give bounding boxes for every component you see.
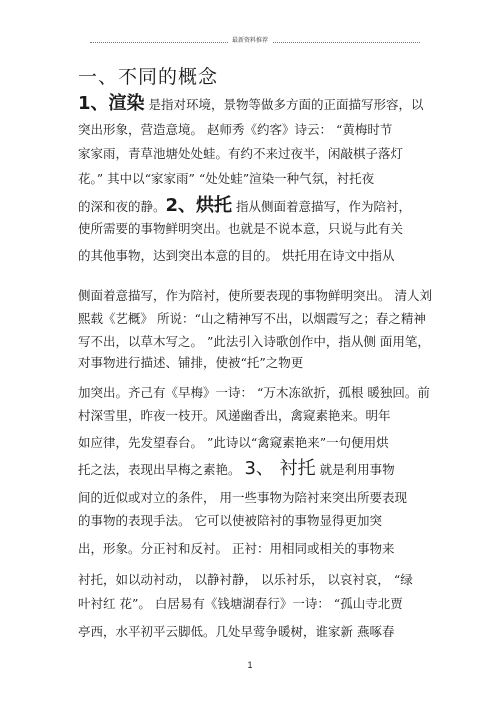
term-heading: 3、 衬托 bbox=[244, 458, 316, 479]
text-line bbox=[78, 435, 389, 451]
section-heading: 一、不同的概念 bbox=[78, 66, 219, 88]
text-run: 的深和夜的静。 bbox=[78, 199, 166, 214]
text-line bbox=[78, 624, 394, 640]
text-run: 花。” 其中以“家家雨” “处处蛙”渲染一种气氛，衬托夜 bbox=[78, 171, 375, 186]
text-run: 出，形象。分正衬和反衬。 正衬：用相同或相关的事物来 bbox=[78, 541, 395, 556]
text-line bbox=[78, 146, 403, 162]
text-run: 对事物进行描述、铺排，使被“托”之物更 bbox=[78, 355, 304, 370]
text-line bbox=[78, 541, 394, 557]
text-line bbox=[78, 311, 426, 327]
text-run: 亭西，水平初平云脚低。几处早莺争暖树，谁家新 燕啄春 bbox=[78, 624, 395, 639]
text-run: 熙载《艺概》 所说：“山之精神写不出，以烟霞写之；春之精神 bbox=[78, 311, 426, 326]
text-line bbox=[78, 572, 413, 588]
text-line bbox=[78, 408, 391, 424]
text-run: 的事物的表现手法。 它可以使被陪衬的事物显得更加突 bbox=[78, 513, 382, 528]
text-line bbox=[78, 334, 430, 350]
text-line bbox=[78, 513, 382, 529]
text-run: 叶衬红 花”。 白居易有《钱塘湖春行》一诗： “孤山寺北贾 bbox=[78, 596, 403, 611]
page-number: 1 bbox=[247, 660, 253, 670]
text-run: 写不出，以草木写之。 ”此法引入诗歌创作中，指从侧 面用笔， bbox=[78, 334, 430, 349]
text-run: 村深雪里，昨夜一枝开。风递幽香出，禽窥素艳来。明年 bbox=[78, 408, 391, 423]
text-run: 侧面着意描写，作为陪衬，使所要表现的事物鲜明突出。 清人刘 bbox=[78, 288, 432, 303]
text-run: 是指对环境，景物等做多方面的正面描写形容，以 bbox=[148, 97, 424, 112]
text-line bbox=[78, 221, 403, 237]
text-run: 加突出。齐己有《早梅》一诗： “万木冻欲折，孤根 暖独回。前 bbox=[78, 385, 430, 400]
text-run: 使所需要的事物鲜明突出。也就是不说本意，只说与此有关 bbox=[78, 221, 404, 236]
text-run: 指从侧面着意描写，作为陪衬， bbox=[236, 199, 412, 214]
text-run: 突出形象，营造意境。 赵师秀《约客》诗云： “黄梅时节 bbox=[78, 122, 393, 137]
text-run: 衬托，如以动衬动， 以静衬静， 以乐衬乐， 以哀衬哀， “绿 bbox=[78, 572, 413, 587]
header-label-container bbox=[0, 35, 500, 44]
text-line bbox=[78, 458, 395, 479]
text-line bbox=[78, 248, 394, 264]
text-line bbox=[78, 122, 392, 138]
term-heading: 2、烘托 bbox=[165, 195, 233, 216]
term-heading: 1、渲染 bbox=[78, 93, 145, 114]
text-run: 如应律，先发望春台。 ”此诗以“禽窥素艳来”一句便用烘 bbox=[78, 435, 389, 450]
text-run: 间的近似或对立的条件， 用一些事物为陪衬来突出所要表现 bbox=[78, 490, 407, 505]
text-run: 就是利用事物 bbox=[315, 462, 395, 477]
text-line bbox=[78, 385, 430, 401]
text-line bbox=[78, 355, 303, 371]
text-line bbox=[78, 596, 403, 612]
text-line bbox=[78, 195, 412, 216]
text-run: 家家雨，青草池塘处处蛙。有约不来过夜半，闲敲棋子落灯 bbox=[78, 146, 404, 161]
text-line bbox=[78, 93, 424, 114]
header-label: 最新资料推荐 bbox=[228, 37, 272, 44]
text-run: 托之法，表现出早梅之素艳。 bbox=[78, 462, 245, 477]
text-line bbox=[78, 490, 407, 506]
text-line bbox=[78, 288, 432, 304]
text-line bbox=[78, 171, 374, 187]
text-run: 的其他事物，达到突出本意的目的。 烘托用在诗文中指从 bbox=[78, 248, 395, 263]
